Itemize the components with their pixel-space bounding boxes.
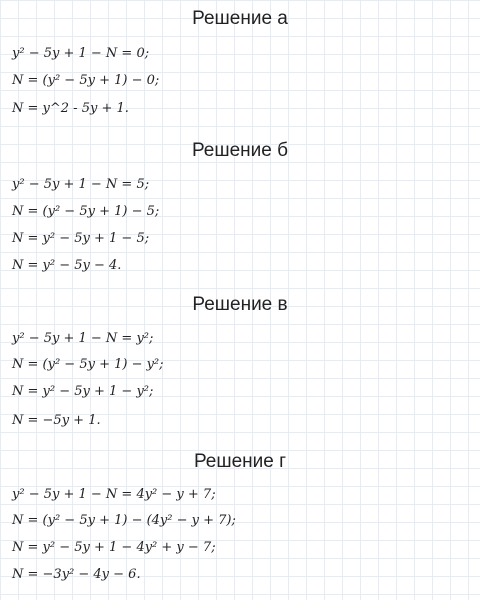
- equation-line: y² − 5y + 1 − N = 4y² − y + 7;: [12, 487, 216, 502]
- equation-line: N = y^2 - 5y + 1.: [12, 101, 129, 116]
- section-title-a: Решение а: [192, 8, 288, 29]
- equation-line: N = y² − 5y + 1 − y²;: [12, 384, 154, 399]
- equation-line: N = y² − 5y − 4.: [12, 258, 122, 273]
- equation-line: y² − 5y + 1 − N = 0;: [12, 46, 150, 61]
- equation-line: N = (y² − 5y + 1) − 5;: [12, 204, 160, 219]
- equation-line: N = y² − 5y + 1 − 5;: [12, 231, 150, 246]
- equation-line: N = −3y² − 4y − 6.: [12, 567, 141, 582]
- section-title-b: Решение б: [191, 140, 289, 161]
- section-title-g: Решение г: [193, 451, 287, 472]
- equation-line: y² − 5y + 1 − N = y²;: [12, 331, 154, 346]
- equation-line: N = (y² − 5y + 1) − (4y² − y + 7);: [12, 513, 236, 528]
- equation-line: y² − 5y + 1 − N = 5;: [12, 177, 150, 192]
- equation-line: N = −5y + 1.: [12, 413, 101, 428]
- equation-line: N = (y² − 5y + 1) − y²;: [12, 357, 164, 372]
- section-title-v: Решение в: [192, 294, 288, 315]
- equation-line: N = y² − 5y + 1 − 4y² + y − 7;: [12, 540, 216, 555]
- equation-line: N = (y² − 5y + 1) − 0;: [12, 73, 160, 88]
